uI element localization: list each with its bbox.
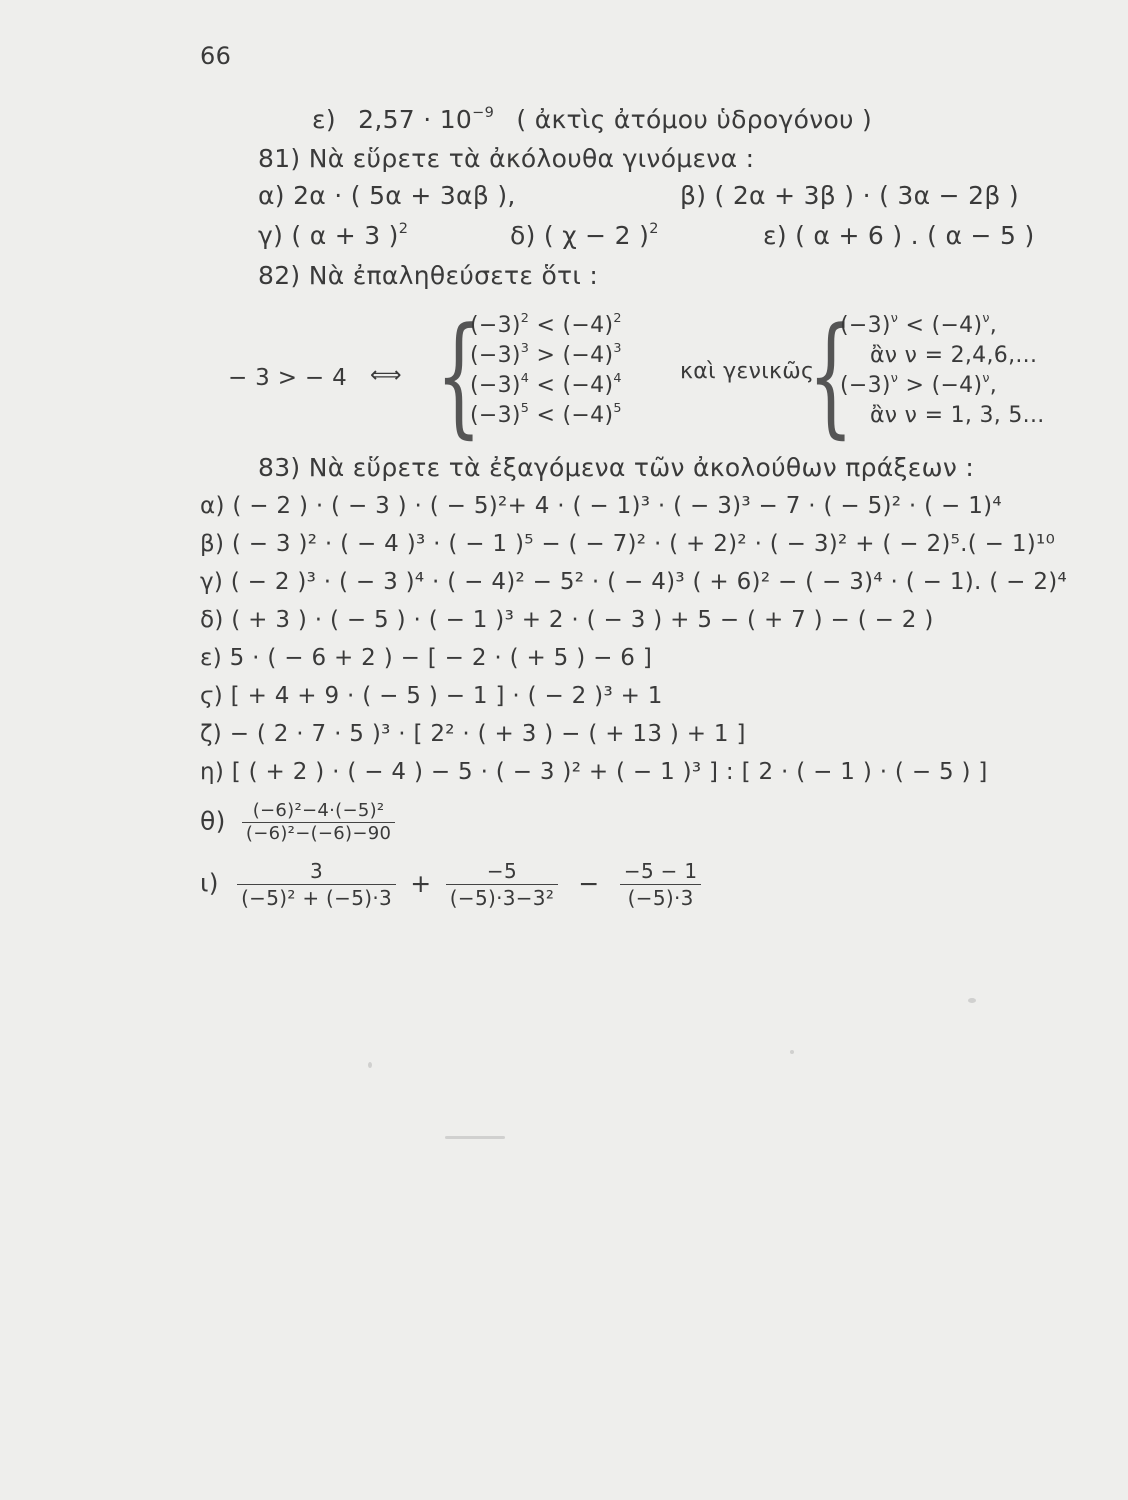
equivalence-arrow: ⟺ bbox=[370, 363, 402, 388]
q81-title: 81) Νὰ εὕρετε τὰ ἀκόλουθα γινόμενα : bbox=[258, 144, 755, 173]
base-b: (−4) bbox=[562, 403, 614, 428]
exp-b: 5 bbox=[613, 401, 622, 417]
q83-item-z: ζ) − ( 2 · 7 · 5 )³ · [ 2² · ( + 3 ) − ( + 13 ) + 1 ] bbox=[200, 721, 746, 747]
q81-item-b: β) ( 2α + 3β ) · ( 3α − 2β ) bbox=[680, 181, 1019, 210]
q83-title: 83) Νὰ εὕρετε τὰ ἐξαγόμενα τῶν ἀκολούθων πράξεων : bbox=[258, 453, 975, 482]
exp-b: 4 bbox=[613, 371, 622, 387]
exp-a: 5 bbox=[520, 401, 530, 417]
paper-speck bbox=[968, 998, 976, 1003]
denominator: (−6)²−(−6)−90 bbox=[242, 822, 395, 845]
base-b: (−4) bbox=[562, 343, 614, 368]
operator: < bbox=[529, 373, 563, 398]
paper-speck bbox=[368, 1062, 372, 1068]
operator: − bbox=[578, 868, 600, 898]
base-b: (−4) bbox=[931, 373, 983, 398]
expr: δ) ( χ − 2 ) bbox=[510, 221, 650, 250]
base-a: (−3) bbox=[470, 373, 521, 398]
item-value: 2,57 · 10 bbox=[358, 105, 473, 134]
numerator: 3 bbox=[310, 859, 324, 883]
q83-item-a: α) ( − 2 ) · ( − 3 ) · ( − 5)²+ 4 · ( − 1)³ · ( − 3)³ − 7 · ( − 5)² · ( − 1)⁴ bbox=[200, 493, 1002, 519]
q83-item-st: ϛ) [ + 4 + 9 · ( − 5 ) − 1 ] · ( − 2 )³ + 1 bbox=[200, 683, 663, 709]
exp-b: ν bbox=[982, 311, 990, 327]
operator: < bbox=[529, 403, 563, 428]
base-b: (−4) bbox=[562, 373, 614, 398]
numerator: −5 bbox=[486, 859, 518, 883]
q82-row-2 bbox=[470, 340, 622, 372]
q83-item-g: γ) ( − 2 )³ · ( − 3 )⁴ · ( − 4)² − 5² · ( − 4)³ ( + 6)² − ( − 3)⁴ · ( − 1). ( − 2)⁴ bbox=[200, 569, 1068, 595]
q81-item-e: ε) ( α + 6 ) . ( α − 5 ) bbox=[763, 221, 1035, 250]
exp-a: ν bbox=[890, 371, 899, 387]
q82-row-4 bbox=[470, 400, 622, 432]
operator: < bbox=[898, 313, 932, 338]
q82-general-2 bbox=[840, 370, 997, 402]
base-b: (−4) bbox=[562, 313, 614, 338]
numerator: −5 − 1 bbox=[623, 859, 698, 883]
operator: > bbox=[529, 343, 563, 368]
exp-a: 4 bbox=[520, 371, 530, 387]
q81-item-a: α) 2α · ( 5α + 3αβ ), bbox=[258, 181, 516, 210]
denominator: (−5)² + (−5)·3 bbox=[237, 884, 396, 911]
q83-item-d: δ) ( + 3 ) · ( − 5 ) · ( − 1 )³ + 2 · ( − 3 ) + 5 − ( + 7 ) − ( − 2 ) bbox=[200, 607, 934, 633]
q82-general-cond-1: ἂν ν = 2,4,6,... bbox=[870, 343, 1038, 368]
q82-middle-text: καὶ γενικῶς bbox=[680, 359, 815, 384]
exp-a: ν bbox=[890, 311, 899, 327]
exp-a: 2 bbox=[520, 311, 530, 327]
q82-row-3 bbox=[470, 370, 622, 402]
item-note: ( ἀκτὶς ἀτόμου ὑδρογόνου ) bbox=[516, 105, 873, 134]
fraction-2 bbox=[446, 858, 558, 911]
q81-item-g bbox=[258, 220, 408, 252]
numerator: (−6)²−4·(−5)² bbox=[252, 800, 385, 821]
base-a: (−3) bbox=[470, 343, 521, 368]
q81-item-d bbox=[510, 220, 659, 252]
base-a: (−3) bbox=[470, 313, 521, 338]
exp-b: 3 bbox=[613, 341, 622, 357]
left-brace: { bbox=[436, 299, 482, 451]
comma: , bbox=[989, 373, 998, 398]
denominator: (−5)·3 bbox=[620, 884, 701, 911]
item-label: θ) bbox=[200, 806, 226, 836]
denominator: (−5)·3−3² bbox=[446, 884, 558, 911]
fraction-1 bbox=[237, 858, 396, 911]
page-number: 66 bbox=[200, 42, 232, 70]
fraction-3 bbox=[620, 858, 701, 911]
exp-b: ν bbox=[982, 371, 990, 387]
q82-general-cond-2: ἂν ν = 1, 3, 5... bbox=[870, 403, 1045, 428]
paper-speck bbox=[790, 1050, 794, 1054]
paper-speck bbox=[445, 1136, 505, 1139]
q82-lhs: − 3 > − 4 bbox=[228, 365, 348, 391]
q83-item-h: η) [ ( + 2 ) · ( − 4 ) − 5 · ( − 3 )² + ( − 1 )³ ] : [ 2 · ( − 1 ) · ( − 5 ) ] bbox=[200, 759, 988, 785]
q82-title: 82) Νὰ ἐπαληθεύσετε ὅτι : bbox=[258, 261, 599, 290]
base-a: (−3) bbox=[840, 373, 891, 398]
item-label: ε) bbox=[312, 105, 336, 134]
base-a: (−3) bbox=[840, 313, 891, 338]
exp-a: 3 bbox=[520, 341, 530, 357]
q82-row-1 bbox=[470, 310, 622, 342]
q83-item-i bbox=[200, 858, 701, 911]
base-a: (−3) bbox=[470, 403, 521, 428]
right-brace: { bbox=[808, 299, 854, 451]
item-label: ι) bbox=[200, 868, 219, 898]
operator: < bbox=[529, 313, 563, 338]
exp-b: 2 bbox=[613, 311, 622, 327]
base-b: (−4) bbox=[931, 313, 983, 338]
q82-general-1 bbox=[840, 310, 997, 342]
expr: γ) ( α + 3 ) bbox=[258, 221, 399, 250]
q83-item-th bbox=[200, 800, 395, 845]
comma: , bbox=[989, 313, 998, 338]
exp: 2 bbox=[649, 221, 659, 238]
q83-item-e: ε) 5 · ( − 6 + 2 ) − [ − 2 · ( + 5 ) − 6 ] bbox=[200, 645, 653, 671]
fraction bbox=[242, 800, 395, 845]
exp: 2 bbox=[398, 221, 409, 238]
operator: > bbox=[898, 373, 932, 398]
operator: + bbox=[410, 868, 432, 898]
item-e-top bbox=[312, 104, 872, 136]
q83-item-b: β) ( − 3 )² · ( − 4 )³ · ( − 1 )⁵ − ( − 7)² · ( + 2)² · ( − 3)² + ( − 2)⁵.( − 1)¹⁰ bbox=[200, 531, 1056, 557]
item-exponent: −9 bbox=[472, 105, 495, 122]
